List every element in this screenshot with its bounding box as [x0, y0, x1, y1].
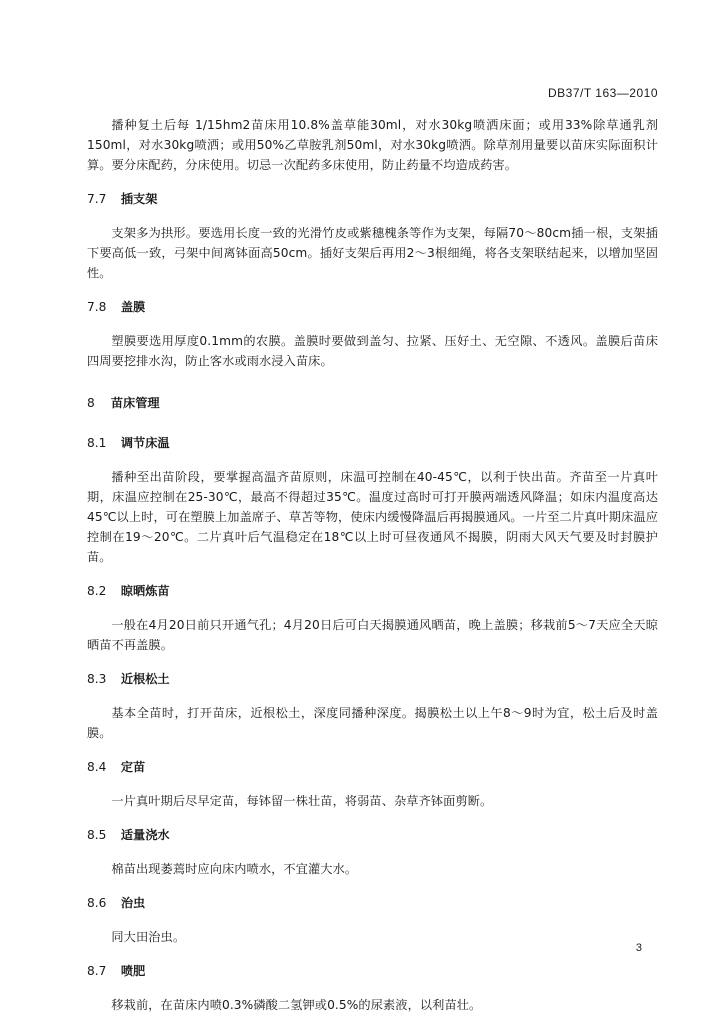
- heading-8-5: [87, 825, 658, 845]
- paragraph-pest-control: 同大田治虫。: [111, 930, 186, 944]
- heading-8: [87, 393, 658, 413]
- heading-8-1: [87, 433, 658, 453]
- standard-code: DB37/T 163—2010: [547, 86, 658, 100]
- paragraph-bed-temperature: 播种至出苗阶段，要掌握高温齐苗原则，床温可控制在40-45℃，以利于快出苗。齐苗至一片真叶期，床温应控制在25-30℃，最高不得超过35℃。温度过高时可打开膜两端透风降温；如床内温度高达45℃以上时，可在塑膜上加盖席子、草苫等物，使床内缓慢降温后再揭膜通风。一片至二片真叶期床温应控制在19～20℃。二片真叶后气温稳定在18℃以上时可昼夜通风不揭膜，阴雨大风天气要及时封膜护苗。: [87, 470, 658, 564]
- section-number: 8.1: [87, 436, 107, 450]
- section-number: 8.3: [87, 672, 107, 686]
- section-title: 调节床温: [120, 436, 170, 450]
- document-body: [87, 115, 658, 1015]
- section-number: 8.5: [87, 828, 107, 842]
- heading-8-3: [87, 669, 658, 689]
- paragraph-herbicide: 播种复土后每 1/15hm2苗床用10.8%盖草能30ml，对水30kg喷洒床面；或用33%除草通乳剂150ml，对水30kg喷洒；或用50%乙草胺乳剂50ml，对水30kg喷洒。除草剂用量要以苗床实际面积计算。要分床配药，分床使用。切忌一次配药多床使用，防止药量不均造成药害。: [87, 118, 658, 172]
- section-title: 晾晒炼苗: [120, 584, 170, 598]
- section-title: 插支架: [120, 192, 158, 206]
- page-number: 3: [635, 942, 642, 954]
- paragraph-film-cover: 塑膜要选用厚度0.1mm的农膜。盖膜时要做到盖匀、拉紧、压好土、无空隙、不透风。盖膜后苗床四周要挖排水沟，防止客水或雨水浸入苗床。: [87, 334, 658, 368]
- heading-7-7: [87, 189, 658, 209]
- heading-8-2: [87, 581, 658, 601]
- heading-8-6: [87, 893, 658, 913]
- section-number: 7.8: [87, 300, 107, 314]
- paragraph-foliar-spray: 移栽前，在苗床内喷0.3%磷酸二氢钾或0.5%的尿素液，以利苗壮。: [111, 998, 482, 1012]
- heading-8-4: [87, 757, 658, 777]
- section-title: 喷肥: [120, 964, 146, 978]
- section-number: 8.4: [87, 760, 107, 774]
- section-title: 近根松土: [120, 672, 170, 686]
- section-number: 8: [87, 396, 95, 410]
- paragraph-thinning: 一片真叶期后尽早定苗，每钵留一株壮苗，将弱苗、杂草齐钵面剪断。: [111, 794, 493, 808]
- paragraph-hardening: 一般在4月20日前只开通气孔；4月20日后可白天揭膜通风晒苗，晚上盖膜；移栽前5～7天应全天晾晒苗不再盖膜。: [87, 618, 658, 652]
- section-title: 盖膜: [120, 300, 146, 314]
- paragraph-loosen-soil: 基本全苗时，打开苗床，近根松土，深度同播种深度。揭膜松土以上午8～9时为宜，松土后及时盖膜。: [87, 706, 658, 740]
- section-title: 治虫: [120, 896, 146, 910]
- section-title: 定苗: [120, 760, 146, 774]
- section-number: 7.7: [87, 192, 107, 206]
- section-title: 苗床管理: [110, 396, 160, 410]
- section-number: 8.7: [87, 964, 107, 978]
- heading-7-8: [87, 297, 658, 317]
- heading-8-7: [87, 961, 658, 981]
- paragraph-watering: 棉苗出现萎蔫时应向床内喷水，不宜灌大水。: [111, 862, 358, 876]
- section-number: 8.2: [87, 584, 107, 598]
- section-number: 8.6: [87, 896, 107, 910]
- paragraph-support-frame: 支架多为拱形。要选用长度一致的光滑竹皮或紫穗槐条等作为支架，每隔70～80cm插一根，支架插下要高低一致，弓架中间离钵面高50cm。插好支架后再用2～3根细绳，将各支架联结起来，以增加坚固性。: [87, 226, 658, 280]
- section-title: 适量浇水: [120, 828, 170, 842]
